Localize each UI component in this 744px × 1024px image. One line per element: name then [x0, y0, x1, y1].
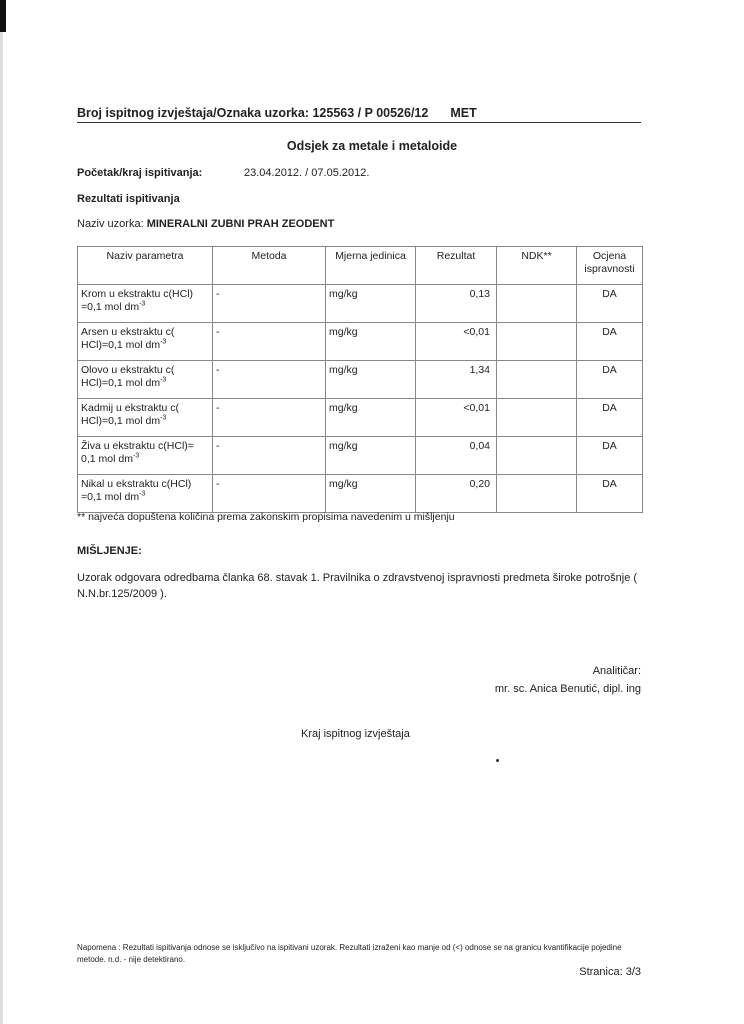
- scan-edge: [0, 0, 6, 32]
- opinion-title: MIŠLJENJE:: [77, 545, 142, 557]
- table-row: [78, 437, 643, 475]
- scan-edge-shadow: [0, 32, 3, 1024]
- sample-label: Naziv uzorka:: [77, 218, 144, 230]
- cell-grade: DA: [577, 437, 643, 475]
- cell-grade: DA: [577, 285, 643, 323]
- table-footnote: ** najveća dopuštena količina prema zakonskim propisima navedenim u mišljenju: [77, 511, 455, 523]
- report-number: Broj ispitnog izvještaja/Oznaka uzorka: 125563 / P 00526/12: [77, 106, 429, 120]
- table-row: [78, 361, 643, 399]
- cell-grade: DA: [577, 361, 643, 399]
- opinion-text: Uzorak odgovara odredbama članka 68. stavak 1. Pravilnika o zdravstvenoj ispravnosti predmeta široke potrošnje ( N.N.br.125/2009 ).: [77, 572, 638, 600]
- cell-unit: mg/kg: [326, 475, 416, 513]
- table-row: [78, 285, 643, 323]
- cell-method: -: [213, 285, 326, 323]
- cell-unit: mg/kg: [326, 399, 416, 437]
- cell-grade: DA: [577, 399, 643, 437]
- table-row: [78, 399, 643, 437]
- table-header-row: [78, 247, 643, 285]
- end-of-report: Kraj ispitnog izvještaja: [301, 728, 410, 740]
- col-header-method: Metoda: [213, 247, 326, 285]
- cell-method: -: [213, 323, 326, 361]
- cell-result: <0,01: [416, 323, 497, 361]
- cell-method: -: [213, 475, 326, 513]
- dot-mark: [496, 759, 499, 762]
- table-row: [78, 323, 643, 361]
- test-period-value: 23.04.2012. / 07.05.2012.: [244, 167, 370, 179]
- cell-parameter: Nikal u ekstraktu c(HCl) =0,1 mol $dm^{-3}$: [78, 475, 213, 513]
- cell-parameter: Arsen u ekstraktu c( HCl)=0,1 mol $dm^{-3}$: [78, 323, 213, 361]
- table-row: [78, 475, 643, 513]
- cell-ndk: [497, 285, 577, 323]
- cell-method: -: [213, 361, 326, 399]
- col-header-unit: Mjerna jedinica: [326, 247, 416, 285]
- sample-value: MINERALNI ZUBNI PRAH ZEODENT: [146, 218, 335, 230]
- cell-grade: DA: [577, 323, 643, 361]
- cell-result: 0,04: [416, 437, 497, 475]
- col-header-result: Rezultat: [416, 247, 497, 285]
- cell-parameter: Kadmij u ekstraktu c( HCl)=0,1 mol $dm^{-3}$: [78, 399, 213, 437]
- cell-result: <0,01: [416, 399, 497, 437]
- col-header-parameter: Naziv parametra: [78, 247, 213, 285]
- cell-parameter: Olovo u ekstraktu c( HCl)=0,1 mol $dm^{-3}$: [78, 361, 213, 399]
- department-title: Odsjek za metale i metaloide: [286, 139, 458, 153]
- page-number: Stranica: 3/3: [579, 966, 641, 978]
- report-code: MET: [450, 106, 477, 120]
- cell-unit: mg/kg: [326, 323, 416, 361]
- cell-unit: mg/kg: [326, 361, 416, 399]
- cell-ndk: [497, 475, 577, 513]
- test-period-label: Početak/kraj ispitivanja:: [77, 167, 203, 179]
- col-header-grade: Ocjena ispravnosti: [577, 247, 643, 285]
- results-title: Rezultati ispitivanja: [77, 193, 180, 205]
- cell-parameter: Živa u ekstraktu c(HCl)= 0,1 mol $dm^{-3}$: [78, 437, 213, 475]
- cell-ndk: [497, 323, 577, 361]
- cell-method: -: [213, 399, 326, 437]
- analyst-label: Analitičar:: [592, 665, 641, 677]
- cell-result: 0,20: [416, 475, 497, 513]
- col-header-ndk: NDK**: [497, 247, 577, 285]
- cell-ndk: [497, 361, 577, 399]
- report-header: [77, 106, 641, 123]
- cell-result: 1,34: [416, 361, 497, 399]
- cell-ndk: [497, 399, 577, 437]
- cell-unit: mg/kg: [326, 285, 416, 323]
- cell-grade: DA: [577, 475, 643, 513]
- results-table: [77, 246, 643, 513]
- cell-method: -: [213, 437, 326, 475]
- sample-name: [77, 218, 334, 230]
- cell-parameter: Krom u ekstraktu c(HCl) =0,1 mol $dm^{-3}$: [78, 285, 213, 323]
- cell-unit: mg/kg: [326, 437, 416, 475]
- cell-result: 0,13: [416, 285, 497, 323]
- analyst-name: mr. sc. Anica Benutić, dipl. ing: [494, 683, 641, 695]
- footer-note: Napomena : Rezultati ispitivanja odnose se isključivo na ispitivani uzorak. Rezultati izraženi kao manje od (<) odnose se na granicu kvantifikacije pojedine metode. n.d. - nije detektirano.: [77, 943, 622, 964]
- cell-ndk: [497, 437, 577, 475]
